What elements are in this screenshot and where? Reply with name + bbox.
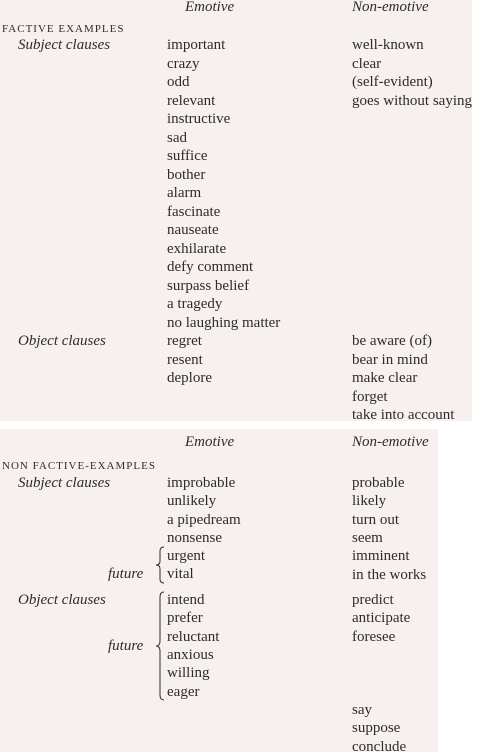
emotive-predicate: suffice xyxy=(167,148,208,164)
emotive-predicate: fascinate xyxy=(167,203,221,220)
nonfactive-panel xyxy=(0,429,438,752)
nonemotive-predicate: predict xyxy=(352,592,394,608)
emotive-predicate: resent xyxy=(167,351,203,368)
clause-label-object: Object clauses xyxy=(18,592,106,608)
clause-label-subject: Subject clauses xyxy=(18,475,111,491)
emotive-predicate: instructive xyxy=(167,111,231,127)
section-title: NON FACTIVE-EXAMPLES xyxy=(2,460,156,472)
emotive-predicate: willing xyxy=(167,665,210,682)
emotive-predicate: surpass belief xyxy=(167,277,250,294)
nonemotive-predicate: conclude xyxy=(352,738,407,752)
nonemotive-predicate: turn out xyxy=(352,511,400,528)
brace-object-future xyxy=(154,591,166,701)
emotive-predicate: improbable xyxy=(167,475,236,491)
column-header-nonemotive: Non-emotive xyxy=(352,0,429,15)
column-header-emotive: Emotive xyxy=(185,0,235,15)
nonemotive-predicate: foresee xyxy=(352,628,396,645)
emotive-predicate: crazy xyxy=(167,55,200,72)
emotive-predicate: bother xyxy=(167,166,206,183)
nonemotive-predicate: anticipate xyxy=(352,610,411,627)
emotive-predicate: defy comment xyxy=(167,259,254,275)
column-header-nonemotive: Non-emotive xyxy=(352,434,429,450)
emotive-predicate: nonsense xyxy=(167,529,222,546)
emotive-predicate: no laughing matter xyxy=(167,314,281,331)
emotive-predicate: vital xyxy=(167,566,194,583)
brace-subject-future xyxy=(154,546,166,584)
emotive-predicate: prefer xyxy=(167,610,203,627)
clause-label-object: Object clauses xyxy=(18,333,106,349)
emotive-predicate: urgent xyxy=(167,548,206,564)
emotive-predicate: reluctant xyxy=(167,628,220,645)
emotive-predicate: a pipedream xyxy=(167,511,241,528)
emotive-predicate: a tragedy xyxy=(167,296,223,312)
emotive-predicate: regret xyxy=(167,333,202,349)
nonemotive-predicate: suppose xyxy=(352,720,401,737)
column-header-emotive: Emotive xyxy=(185,434,235,450)
emotive-predicate: alarm xyxy=(167,185,202,201)
nonemotive-predicate: probable xyxy=(352,475,405,491)
emotive-predicate: important xyxy=(167,37,226,53)
clause-label-subject: Subject clauses xyxy=(18,37,111,53)
nonemotive-predicate: forget xyxy=(352,388,388,405)
emotive-predicate: anxious xyxy=(167,646,214,663)
nonemotive-predicate: seem xyxy=(352,529,383,546)
nonemotive-predicate: be aware (of) xyxy=(352,333,432,349)
nonemotive-predicate: take into account xyxy=(352,407,455,423)
nonemotive-predicate: likely xyxy=(352,493,387,510)
emotive-predicate: eager xyxy=(167,683,200,700)
nonemotive-predicate: well-known xyxy=(352,37,424,53)
nonemotive-predicate: imminent xyxy=(352,548,410,565)
nonemotive-predicate: in the works xyxy=(352,566,427,583)
nonemotive-predicate: goes without saying xyxy=(352,92,472,109)
nonemotive-predicate: (self-evident) xyxy=(352,74,433,90)
emotive-predicate: sad xyxy=(167,129,187,146)
nonemotive-predicate: make clear xyxy=(352,370,418,386)
emotive-predicate: relevant xyxy=(167,92,216,109)
nonemotive-predicate: bear in mind xyxy=(352,351,428,368)
emotive-predicate: deplore xyxy=(167,370,212,386)
emotive-predicate: nauseate xyxy=(167,222,219,238)
emotive-predicate: intend xyxy=(167,592,205,608)
nonemotive-predicate: say xyxy=(352,702,372,718)
emotive-predicate: exhilarate xyxy=(167,240,227,257)
future-label-object: future xyxy=(108,638,144,654)
emotive-predicate: odd xyxy=(167,74,190,90)
nonemotive-predicate: clear xyxy=(352,55,382,72)
section-title: FACTIVE EXAMPLES xyxy=(2,23,125,35)
emotive-predicate: unlikely xyxy=(167,493,217,510)
future-label-subject: future xyxy=(108,566,144,582)
